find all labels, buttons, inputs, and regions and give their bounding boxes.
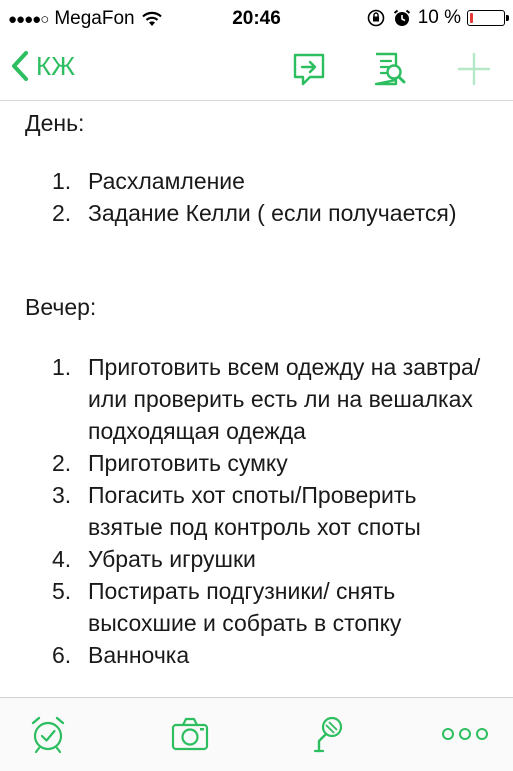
battery-level (470, 13, 473, 23)
battery-percent: 10 % (417, 7, 461, 28)
signal-strength: ●●●●○ (8, 10, 49, 28)
list-item (0, 447, 513, 479)
list-item-text: Убрать игрушки (88, 546, 256, 572)
list-item-text: Приготовить всем одежду на завтра/ или проверить есть ли на вешалках подходящая одежда (88, 354, 481, 444)
list-item (0, 639, 513, 671)
list-item-number: 3. (52, 482, 72, 508)
list-item-text: Постирать подгузники/ снять высохшие и собрать в стопку (88, 578, 402, 636)
list-item (0, 351, 513, 447)
list-item (0, 479, 513, 543)
list-item (0, 165, 513, 197)
list-item-text: Погасить хот споты/Проверить взятые под контроль хот споты (88, 482, 421, 540)
day-section-title: День: (25, 110, 85, 136)
status-bar (0, 0, 513, 38)
list-item-number: 2. (52, 450, 72, 476)
alarm-clock-icon[interactable] (28, 714, 68, 754)
list-item-number: 1. (52, 168, 72, 194)
list-item-number: 1. (52, 354, 72, 380)
note-search-icon[interactable] (370, 50, 408, 88)
alarm-icon (392, 8, 412, 28)
back-button[interactable] (10, 50, 75, 82)
microphone-icon[interactable] (310, 714, 350, 754)
status-time: 20:46 (232, 8, 281, 29)
bottom-toolbar (0, 697, 513, 771)
navigation-bar (0, 38, 513, 101)
back-button-label: КЖ (36, 50, 76, 81)
share-icon[interactable] (290, 50, 328, 88)
day-list (0, 165, 513, 229)
carrier-name: MegaFon (54, 8, 135, 29)
list-item-number: 2. (52, 200, 72, 226)
list-item (0, 197, 513, 229)
list-item-text: Приготовить сумку (88, 450, 288, 476)
list-item-text: Расхламление (88, 168, 245, 194)
list-item-number: 6. (52, 642, 72, 668)
note-content[interactable] (0, 101, 513, 697)
battery-icon (467, 10, 505, 26)
back-chevron-icon (10, 50, 30, 82)
status-right (366, 7, 505, 29)
add-icon[interactable] (455, 50, 493, 88)
list-item-number: 5. (52, 578, 72, 604)
orientation-lock-icon (366, 8, 386, 28)
list-item-number: 4. (52, 546, 72, 572)
list-item-text: Ванночка (88, 642, 190, 668)
camera-icon[interactable] (170, 714, 210, 754)
list-item-text: Задание Келли ( если получается) (88, 200, 457, 226)
evening-section-title: Вечер: (25, 294, 97, 320)
evening-list (0, 351, 513, 671)
list-item (0, 575, 513, 639)
list-item (0, 543, 513, 575)
more-icon[interactable] (440, 714, 490, 754)
